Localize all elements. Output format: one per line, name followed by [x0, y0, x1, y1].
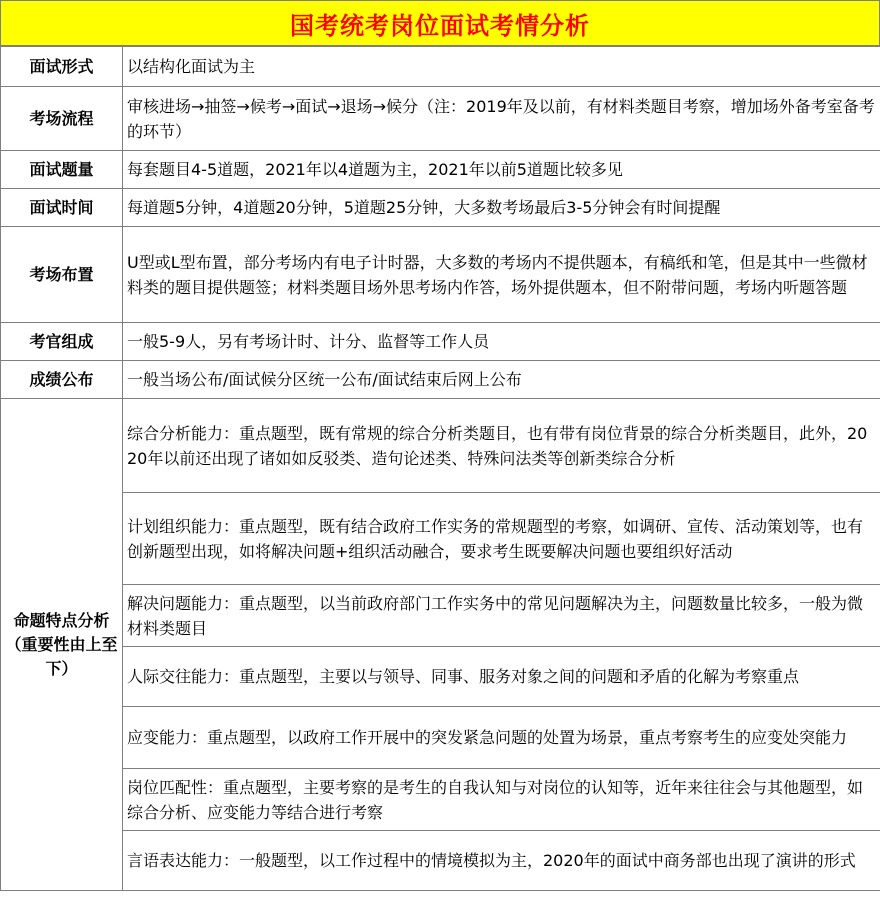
analysis-label-line1: 命题特点分析 [13, 610, 110, 630]
analysis-item: 人际交往能力：重点题型，主要以与领导、同事、服务对象之间的问题和矛盾的化解为考察重点 [123, 647, 880, 707]
analysis-row-4 [1, 647, 880, 707]
row-label: 考场流程 [1, 87, 123, 151]
analysis-label [1, 399, 123, 891]
row-label: 考官组成 [1, 323, 123, 361]
table-row-count [1, 151, 880, 189]
table-row-examiners [1, 323, 880, 361]
analysis-row-2 [1, 493, 880, 585]
analysis-item: 解决问题能力：重点题型，以当前政府部门工作实务中的常见问题解决为主，问题数量比较多，一般为微材料类题目 [123, 585, 880, 647]
title-bar [0, 0, 880, 46]
analysis-item: 综合分析能力：重点题型，既有常规的综合分析类题目，也有带有岗位背景的综合分析类题目，此外，2020年以前还出现了诸如如反驳类、造句论述类、特殊问法类等创新类综合分析 [123, 399, 880, 493]
analysis-label-line2: （重要性由上至下） [5, 634, 118, 678]
table-row-form [1, 47, 880, 87]
row-value: 审核进场→抽签→候考→面试→退场→候分（注：2019年及以前，有材料类题目考察，增加场外备考室备考的环节） [123, 87, 880, 151]
analysis-row-7 [1, 831, 880, 891]
analysis-item: 言语表达能力：一般题型，以工作过程中的情境模拟为主，2020年的面试中商务部也出现了演讲的形式 [123, 831, 880, 891]
analysis-row-3 [1, 585, 880, 647]
row-label: 成绩公布 [1, 361, 123, 399]
page-title: 国考统考岗位面试考情分析 [290, 11, 590, 40]
analysis-item: 计划组织能力：重点题型，既有结合政府工作实务的常规题型的考察，如调研、宣传、活动策划等，也有创新题型出现，如将解决问题+组织活动融合，要求考生既要解决问题也要组织好活动 [123, 493, 880, 585]
analysis-item: 岗位匹配性：重点题型，主要考察的是考生的自我认知与对岗位的认知等，近年来往往会与其他题型，如综合分析、应变能力等结合进行考察 [123, 769, 880, 831]
table-row-process [1, 87, 880, 151]
analysis-row-5 [1, 707, 880, 769]
row-value: 一般当场公布/面试候分区统一公布/面试结束后网上公布 [123, 361, 880, 399]
analysis-row-1 [1, 399, 880, 493]
table-row-results [1, 361, 880, 399]
row-label: 考场布置 [1, 227, 123, 323]
row-label: 面试形式 [1, 47, 123, 87]
analysis-table [0, 46, 880, 891]
row-value: 每套题目4-5道题，2021年以4道题为主，2021年以前5道题比较多见 [123, 151, 880, 189]
row-value: U型或L型布置，部分考场内有电子计时器，大多数的考场内不提供题本，有稿纸和笔，但是其中一些微材料类的题目提供题签；材料类题目场外思考场内作答，场外提供题本，但不附带问题，考场内听题答题 [123, 227, 880, 323]
row-label: 面试时间 [1, 189, 123, 227]
analysis-item: 应变能力：重点题型，以政府工作开展中的突发紧急问题的处置为场景，重点考察考生的应变处突能力 [123, 707, 880, 769]
row-value: 每道题5分钟，4道题20分钟，5道题25分钟，大多数考场最后3-5分钟会有时间提醒 [123, 189, 880, 227]
table-row-layout [1, 227, 880, 323]
row-label: 面试题量 [1, 151, 123, 189]
row-value: 以结构化面试为主 [123, 47, 880, 87]
analysis-row-6 [1, 769, 880, 831]
row-value: 一般5-9人，另有考场计时、计分、监督等工作人员 [123, 323, 880, 361]
table-row-time [1, 189, 880, 227]
